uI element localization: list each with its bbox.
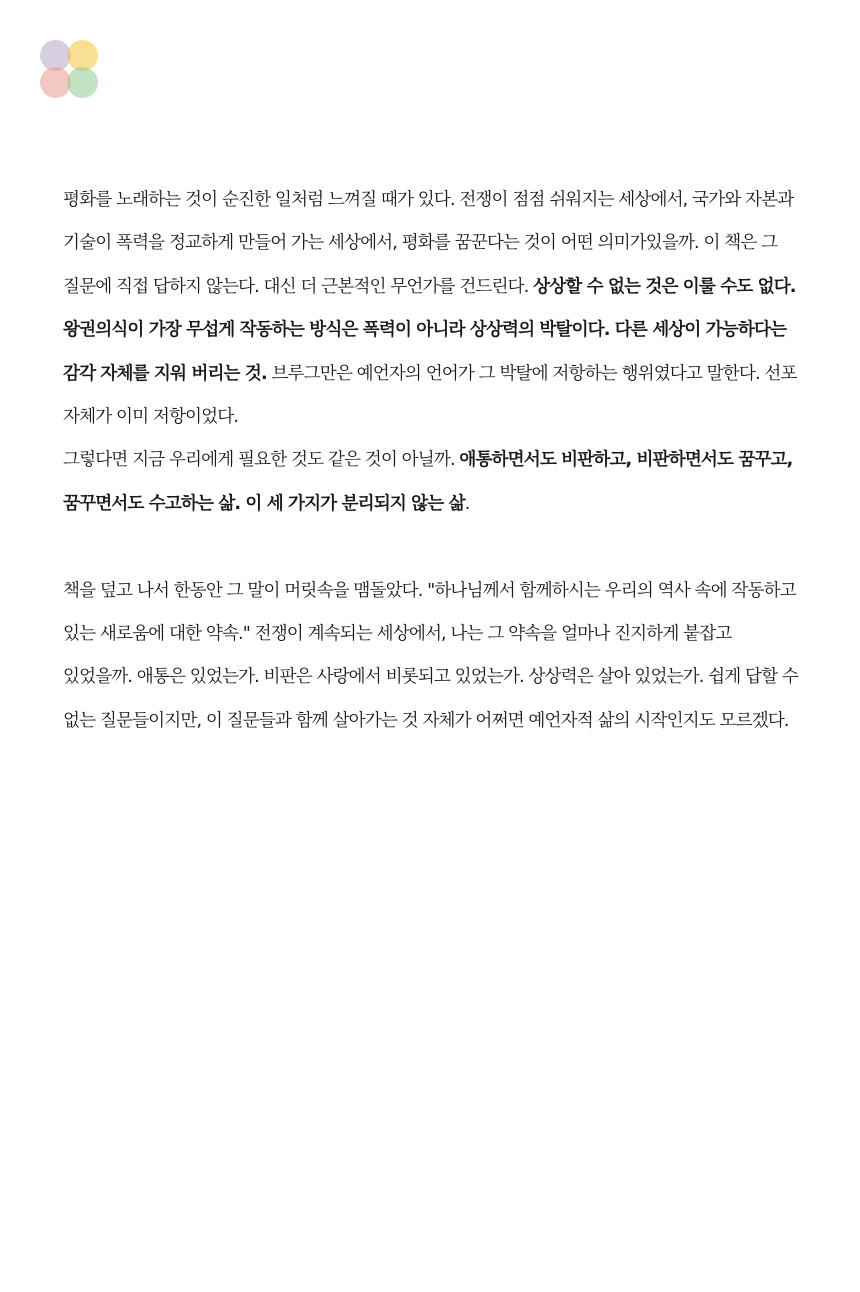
paragraph-3: 책을 덮고 나서 한동안 그 말이 머릿속을 맴돌았다. "하나님께서 함께하시는 우리의 역사 속에 작동하고 있는 새로움에 대한 약속." 전쟁이 계속되는 세상에서, 나는 그 약속을 얼마나 진지하게 붙잡고 있었을까. 애통은 있었는가. 비판은 사랑에서 비롯되고 있었는가. 상상력은 살아 있었는가. 쉽게 답할 수 없는 질문들이지만, 이 질문들과 함께 살아가는 것 자체가 어쩌면 예언자적 삶의 시작인지도 모르겠다. <box>63 580 799 731</box>
paragraph-1-tail: 브루그만은 예언자의 언어가 그 박탈에 저항하는 행위였다고 말한다. 선포 자체가 이미 저항이었다. <box>63 363 797 428</box>
paragraph-2-tail: . <box>464 493 470 514</box>
paragraph-1 <box>63 179 803 439</box>
logo-mark <box>40 40 100 100</box>
paragraph-1-text: 평화를 노래하는 것이 순진한 일처럼 느껴질 때가 있다. 전쟁이 점점 쉬워지는 세상에서, 국가와 자본과 기술이 폭력을 정교하게 만들어 가는 세상에서, 평화를 꿈꾼다는 것이 어떤 의미가있을까. 이 책은 그 질문에 직접 답하지 않는다. 대신 더 근본적인 무언가를 건드린다. <box>63 190 794 297</box>
paragraph-2-emphasis: 애통하면서도 비판하고, 비판하면서도 꿈꾸고, 꿈꾸면서도 수고하는 삶. 이 세 가지가 분리되지 않는 삶 <box>63 450 793 514</box>
logo-circle-green <box>67 67 98 98</box>
paragraph-2 <box>63 439 803 526</box>
article-body <box>63 179 803 743</box>
paragraph-1-emphasis: 상상할 수 없는 것은 이룰 수도 없다. 왕권의식이 가장 무섭게 작동하는 방식은 폭력이 아니라 상상력의 박탈이다. 다른 세상이 가능하다는 감각 자체를 지워 버리는 것. <box>63 276 796 384</box>
paragraph-2-text: 그렇다면 지금 우리에게 필요한 것도 같은 것이 아닐까. <box>63 450 460 471</box>
